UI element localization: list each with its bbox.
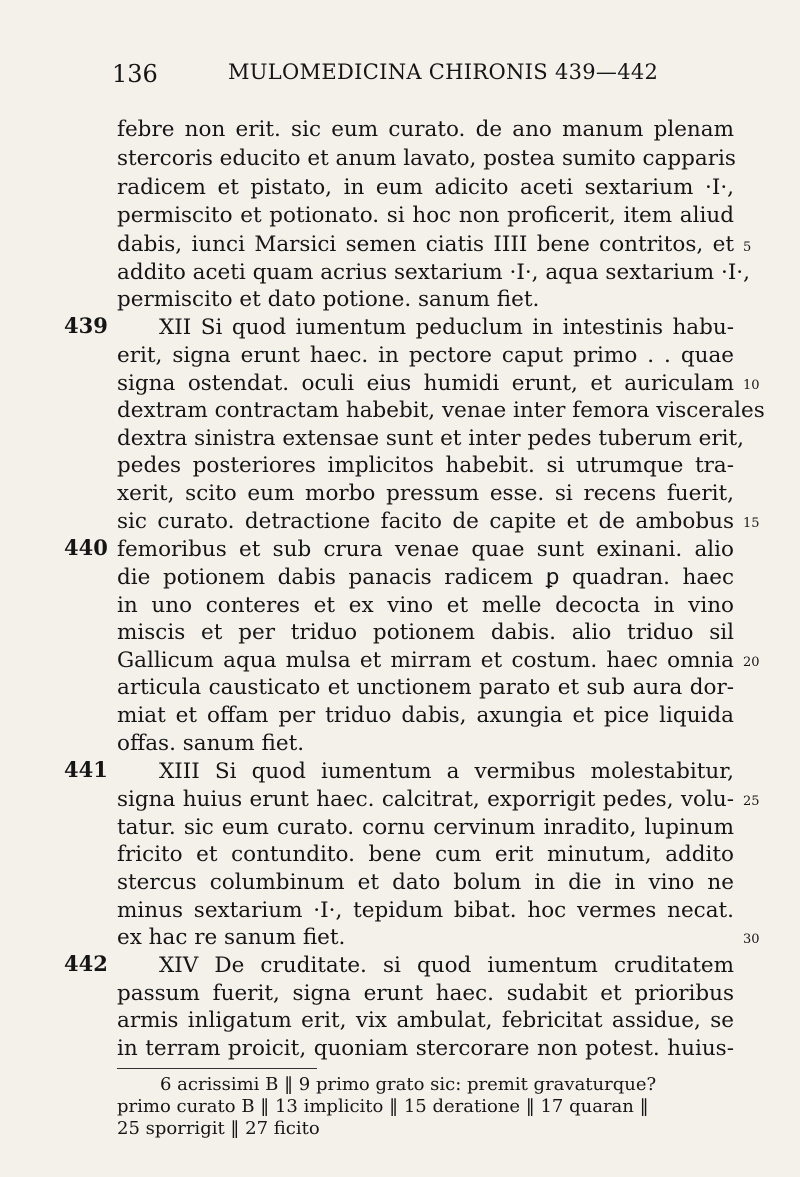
text-line: permiscito et dato potione. sanum fiet. — [117, 287, 540, 312]
text-line: febre non erit. sic eum curato. de ano manum plenam — [117, 117, 734, 142]
running-title: MULOMEDICINA CHIRONIS 439—442 — [228, 60, 659, 84]
text-line: tatur. sic eum curato. cornu cervinum inradito, lupinum — [117, 815, 734, 840]
text-line: fricito et contundito. bene cum erit minutum, addito — [117, 842, 734, 867]
text-line: XIII Si quod iumentum a vermibus molestabitur, — [159, 759, 734, 784]
text-line: minus sextarium ·I·, tepidum bibat. hoc vermes necat. — [117, 898, 734, 923]
text-line: dextra sinistra extensae sunt et inter pedes tuberum erit, — [117, 426, 744, 451]
text-line: miat et offam per triduo dabis, axungia et pice liquida — [117, 703, 734, 728]
section-number: 440 — [64, 535, 108, 560]
section-number: 441 — [64, 757, 108, 782]
line-number: 20 — [743, 655, 760, 670]
text-line: permiscito et potionato. si hoc non proficerit, item aliud — [117, 203, 734, 228]
text-line: stercus columbinum et dato bolum in die in vino ne — [117, 870, 734, 895]
line-number: 15 — [743, 516, 760, 531]
text-line: offas. sanum fiet. — [117, 731, 305, 756]
line-number: 5 — [743, 240, 752, 255]
text-line: signa huius erunt haec. calcitrat, exporrigit pedes, volu- — [117, 787, 734, 812]
footnote-line: 6 acrissimi B ‖ 9 primo grato sic: premit gravaturque? — [160, 1074, 657, 1095]
text-line: xerit, scito eum morbo pressum esse. si recens fuerit, — [117, 481, 734, 506]
footnote-rule — [117, 1068, 317, 1069]
footnote-line: 25 sporrigit ‖ 27 ficito — [117, 1118, 320, 1139]
text-line: die potionem dabis panacis radicem ꝑ quadran. haec — [117, 565, 734, 590]
footnote-line: primo curato B ‖ 13 implicito ‖ 15 deratione ‖ 17 quaran ‖ — [117, 1096, 649, 1117]
text-line: in uno conteres et ex vino et melle decocta in vino — [117, 593, 734, 618]
text-line: XIV De cruditate. si quod iumentum cruditatem — [159, 953, 734, 978]
text-line: addito aceti quam acrius sextarium ·I·, aqua sextarium ·I·, — [117, 260, 750, 285]
section-number: 442 — [64, 951, 108, 976]
line-number: 25 — [743, 794, 760, 809]
text-line: stercoris educito et anum lavato, postea sumito capparis — [117, 146, 736, 171]
text-line: erit, signa erunt haec. in pectore caput primo . . quae — [117, 343, 734, 368]
text-line: XII Si quod iumentum peduclum in intestinis habu- — [159, 315, 734, 340]
text-line: dabis, iunci Marsici semen ciatis IIII bene contritos, et — [117, 232, 734, 257]
text-line: articula causticato et unctionem parato et sub aura dor- — [117, 675, 734, 700]
line-number: 10 — [743, 378, 760, 393]
text-line: dextram contractam habebit, venae inter femora viscerales — [117, 398, 765, 423]
text-line: radicem et pistato, in eum adicito aceti sextarium ·I·, — [117, 175, 734, 200]
section-number: 439 — [64, 313, 108, 338]
page-number: 136 — [112, 60, 158, 88]
text-line: sic curato. detractione facito de capite et de ambobus — [117, 509, 734, 534]
text-line: armis inligatum erit, vix ambulat, febricitat assidue, se — [117, 1008, 734, 1033]
text-line: in terram proicit, quoniam stercorare non potest. huius- — [117, 1036, 734, 1061]
text-line: Gallicum aqua mulsa et mirram et costum. haec omnia — [117, 648, 734, 673]
text-line: ex hac re sanum fiet. — [117, 925, 346, 950]
text-line: femoribus et sub crura venae quae sunt exinani. alio — [117, 537, 734, 562]
text-line: signa ostendat. oculi eius humidi erunt, et auriculam — [117, 371, 734, 396]
text-line: passum fuerit, signa erunt haec. sudabit et prioribus — [117, 981, 734, 1006]
text-line: pedes posteriores implicitos habebit. si utrumque tra- — [117, 453, 734, 478]
line-number: 30 — [743, 932, 760, 947]
text-line: miscis et per triduo potionem dabis. alio triduo sil — [117, 620, 734, 645]
